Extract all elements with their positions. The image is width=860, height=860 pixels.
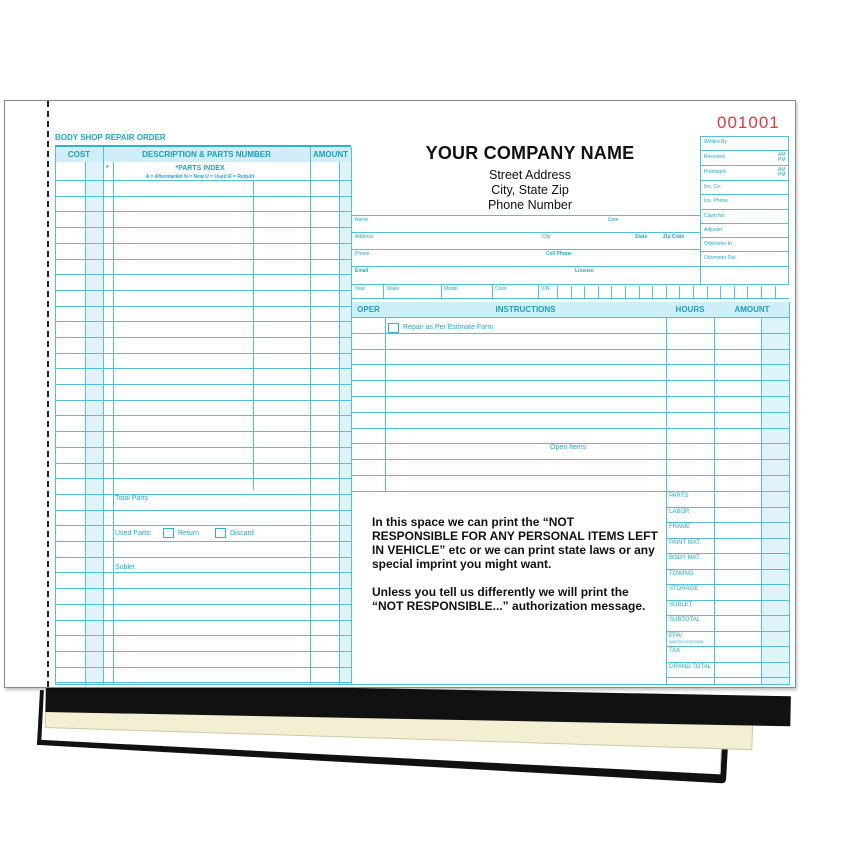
left-table-row-line <box>55 400 351 401</box>
left-table-row-line <box>55 306 351 307</box>
right-field-line <box>700 237 789 238</box>
instruction-row-line <box>351 475 789 476</box>
imprint-paragraph-1: In this space we can print the “NOT RESPONSIBLE FOR ANY PERSONAL ITEMS LEFT IN VEHICLE” etc or we can print state laws or any special imprint you might want. <box>372 515 658 571</box>
return-checkbox[interactable] <box>163 528 174 538</box>
amount-header: AMOUNT <box>310 147 351 162</box>
left-table-row-line <box>55 353 351 354</box>
vin-box-divider <box>598 286 599 298</box>
amount-header-right: AMOUNT <box>714 302 790 317</box>
instruction-row-line <box>351 459 789 460</box>
left-table-row-line <box>55 415 351 416</box>
right-field-line <box>700 194 789 195</box>
imprint-area <box>372 515 662 627</box>
instruction-row-line <box>351 317 789 318</box>
totals-row-line <box>666 600 789 601</box>
instruction-row-line <box>351 396 789 397</box>
vin-box-divider <box>693 286 694 298</box>
left-table-row-line <box>55 463 351 464</box>
form-number: 001001 <box>717 113 780 132</box>
left-table-row-line <box>55 431 351 432</box>
instruction-row-line <box>351 349 789 350</box>
instruction-row-line <box>351 412 789 413</box>
left-table-row-line <box>55 337 351 338</box>
totals-row-line <box>666 491 789 492</box>
repair-order-form <box>4 100 796 688</box>
company-name: YOUR COMPANY NAME <box>425 143 635 163</box>
received-pm: PM <box>778 157 786 163</box>
left-table-row-line <box>55 557 351 558</box>
totals-row-line <box>666 615 789 616</box>
company-city: City, State Zip <box>491 183 569 197</box>
left-table-row-line <box>55 572 351 573</box>
promised-pm: PM <box>778 172 786 178</box>
sublet-label: Sublet <box>115 564 135 571</box>
right-field-line <box>700 136 789 137</box>
left-table-row-line <box>55 620 351 621</box>
instruction-row-line <box>351 428 789 429</box>
instruction-row-line <box>351 364 789 365</box>
written-by-label: Written By <box>704 139 727 145</box>
totals-label: SUBTOTAL <box>669 617 701 623</box>
left-table-row-line <box>55 541 351 542</box>
star-column: * <box>106 165 109 172</box>
totals-row-line <box>666 631 789 632</box>
vin-box-divider <box>761 286 762 298</box>
hours-header: HOURS <box>666 302 714 317</box>
zip-label: Zip Code <box>663 234 685 240</box>
right-field-line <box>700 165 789 166</box>
open-items-label: Open Items <box>550 444 587 451</box>
cost-header: COST <box>55 147 103 162</box>
total-parts-label: Total Parts <box>115 495 149 502</box>
left-table-row-line <box>55 180 351 181</box>
company-block <box>355 143 705 213</box>
name-label: Name <box>355 217 369 223</box>
vin-box-divider <box>557 286 558 298</box>
date-label: Date <box>608 217 619 223</box>
vin-box-divider <box>734 286 735 298</box>
right-field-line <box>700 150 789 151</box>
perforation-line <box>47 101 49 687</box>
right-field-line <box>700 251 789 252</box>
totals-row-line <box>666 522 789 523</box>
vin-box-divider <box>639 286 640 298</box>
right-field-line <box>700 209 789 210</box>
vin-box-divider <box>679 286 680 298</box>
totals-label: PAINT MAT. <box>669 540 702 546</box>
left-table-row-line <box>55 682 351 683</box>
description-header: DESCRIPTION & PARTS NUMBER <box>103 147 310 162</box>
left-table-row-line <box>55 447 351 448</box>
vin-box-divider <box>720 286 721 298</box>
license-label: License <box>575 268 594 274</box>
vin-box-divider <box>584 286 585 298</box>
address-label: Address <box>355 234 374 240</box>
left-table-row-line <box>55 525 351 526</box>
discard-label: Discard <box>230 530 254 537</box>
instruction-row-line <box>351 333 789 334</box>
totals-row-line <box>666 507 789 508</box>
adjuster-label: Adjuster <box>704 227 723 233</box>
left-table-row-line <box>55 290 351 291</box>
left-table-row-line <box>55 274 351 275</box>
totals-label: BODY MAT. <box>669 555 701 561</box>
totals-label: TAX <box>669 648 681 654</box>
totals-label: GRAND TOTAL <box>669 664 712 670</box>
phone-label: Phone <box>355 251 370 257</box>
totals-row-line <box>666 677 789 678</box>
company-phone: Phone Number <box>487 198 573 212</box>
totals-row-line <box>666 646 789 647</box>
left-table-row-line <box>55 196 351 197</box>
left-table-row-line <box>55 510 351 511</box>
received-am: AM <box>778 152 786 158</box>
totals-label: STORAGE <box>669 586 699 592</box>
oper-header: OPER <box>352 302 385 317</box>
odometer-in-label: Odometer In <box>704 241 732 247</box>
instruction-row-line <box>351 380 789 381</box>
left-table-row-line <box>55 384 351 385</box>
left-table-row-line <box>55 368 351 369</box>
cell-phone-label: Cell Phone <box>546 251 572 257</box>
vin-box-divider <box>625 286 626 298</box>
epa-sub-label: WASTE DISPOSAL <box>669 639 705 644</box>
vin-box-divider <box>666 286 667 298</box>
vin-box-divider <box>707 286 708 298</box>
left-table-row-line <box>55 667 351 668</box>
left-table-row-line <box>55 635 351 636</box>
used-parts-label: Used Parts: <box>115 530 152 537</box>
left-table-row-line <box>55 651 351 652</box>
totals-label: FRAME <box>669 524 690 530</box>
discard-checkbox[interactable] <box>215 528 226 538</box>
vin-box-divider <box>775 286 776 298</box>
vin-box-divider <box>571 286 572 298</box>
vin-label: VIN <box>541 286 550 292</box>
year-label: Year <box>355 286 366 292</box>
form-title: BODY SHOP REPAIR ORDER <box>55 133 166 142</box>
company-street: Street Address <box>489 168 571 182</box>
left-table-row-line <box>55 321 351 322</box>
odometer-out-label: Odometer Out <box>704 255 736 261</box>
color-label: Color <box>495 286 507 292</box>
totals-row-line <box>666 584 789 585</box>
totals-row-line <box>666 662 789 663</box>
state-label: State <box>635 234 648 240</box>
vin-box-divider <box>652 286 653 298</box>
totals-label: LABOR <box>669 509 690 515</box>
left-table-row-line <box>55 478 351 479</box>
totals-row-line <box>666 553 789 554</box>
left-table-row-line <box>55 604 351 605</box>
received-label: Received <box>704 154 725 160</box>
left-table-row-line <box>55 494 351 495</box>
imprint-paragraph-2: Unless you tell us differently we will print the “NOT RESPONSIBLE...” authorization message. <box>372 585 646 613</box>
parts-index-legend: A = Aftermarket N = New U = Used R = Rebuilt <box>145 174 255 180</box>
make-label: Make <box>387 286 400 292</box>
repair-estimate-checkbox[interactable] <box>388 323 399 333</box>
totals-label: SUBLET <box>669 602 693 608</box>
left-table-row-line <box>55 588 351 589</box>
model-label: Model <box>444 286 458 292</box>
claim-no-label: Claim No. <box>704 213 726 219</box>
totals-label: TOWING <box>669 571 694 577</box>
right-field-line <box>700 180 789 181</box>
promised-label: Promised <box>704 169 726 175</box>
right-field-line <box>700 223 789 224</box>
parts-index-label: *PARTS INDEX <box>175 165 225 172</box>
ins-co-label: Ins. Co. <box>704 184 722 190</box>
left-table-row-line <box>55 227 351 228</box>
totals-row-line <box>666 538 789 539</box>
left-table-row-line <box>55 243 351 244</box>
repair-estimate-label: Repair as Per Estimate Form <box>403 324 494 331</box>
left-table-row-line <box>55 211 351 212</box>
totals-row-line <box>666 569 789 570</box>
left-table-row-line <box>55 259 351 260</box>
instruction-row-line <box>351 491 666 492</box>
totals-label: EPA/ <box>669 633 683 639</box>
vin-box-divider <box>611 286 612 298</box>
ins-phone-label: Ins. Phone <box>704 198 728 204</box>
vin-box-divider <box>747 286 748 298</box>
promised-am: AM <box>778 167 786 173</box>
city-label: City <box>542 234 551 240</box>
email-label: Email <box>355 268 369 274</box>
return-label: Return <box>178 530 200 537</box>
instructions-header: INSTRUCTIONS <box>385 302 666 317</box>
totals-label: PARTS <box>669 493 689 499</box>
